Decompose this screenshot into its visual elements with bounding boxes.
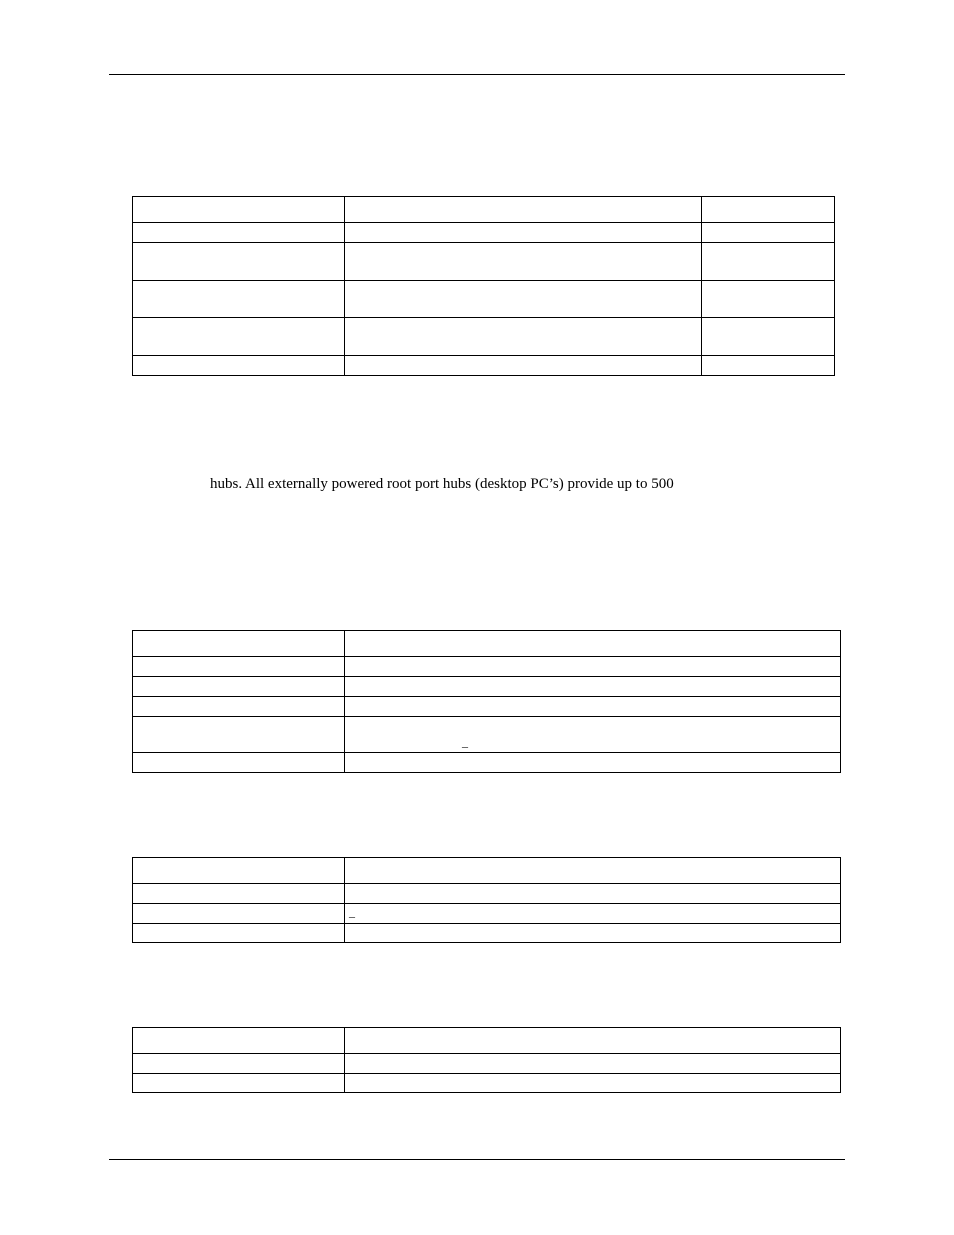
table-row xyxy=(133,677,841,697)
table-row xyxy=(133,243,835,281)
table-row xyxy=(133,356,835,376)
underscore-mark: _ xyxy=(349,905,355,919)
table-row xyxy=(133,197,835,223)
header-rule xyxy=(109,74,845,75)
table-row xyxy=(133,318,835,356)
footer-rule xyxy=(109,1159,845,1160)
table-row xyxy=(133,1074,841,1093)
spec-table-3 xyxy=(132,857,841,943)
spec-table-1 xyxy=(132,196,835,376)
table-row xyxy=(133,717,841,753)
table-row xyxy=(133,631,841,657)
spec-table-2 xyxy=(132,630,841,773)
table-row xyxy=(133,1028,841,1054)
table-row xyxy=(133,924,841,943)
table-row xyxy=(133,904,841,924)
table-row xyxy=(133,858,841,884)
table-row xyxy=(133,697,841,717)
spec-table-4 xyxy=(132,1027,841,1093)
table-row xyxy=(133,884,841,904)
table-row xyxy=(133,753,841,773)
table-row xyxy=(133,657,841,677)
underscore-mark: _ xyxy=(462,735,468,749)
table-row xyxy=(133,223,835,243)
table-row xyxy=(133,1054,841,1074)
body-paragraph-line: hubs. All externally powered root port hubs (desktop PC’s) provide up to 500 xyxy=(210,476,674,492)
table-row xyxy=(133,281,835,318)
